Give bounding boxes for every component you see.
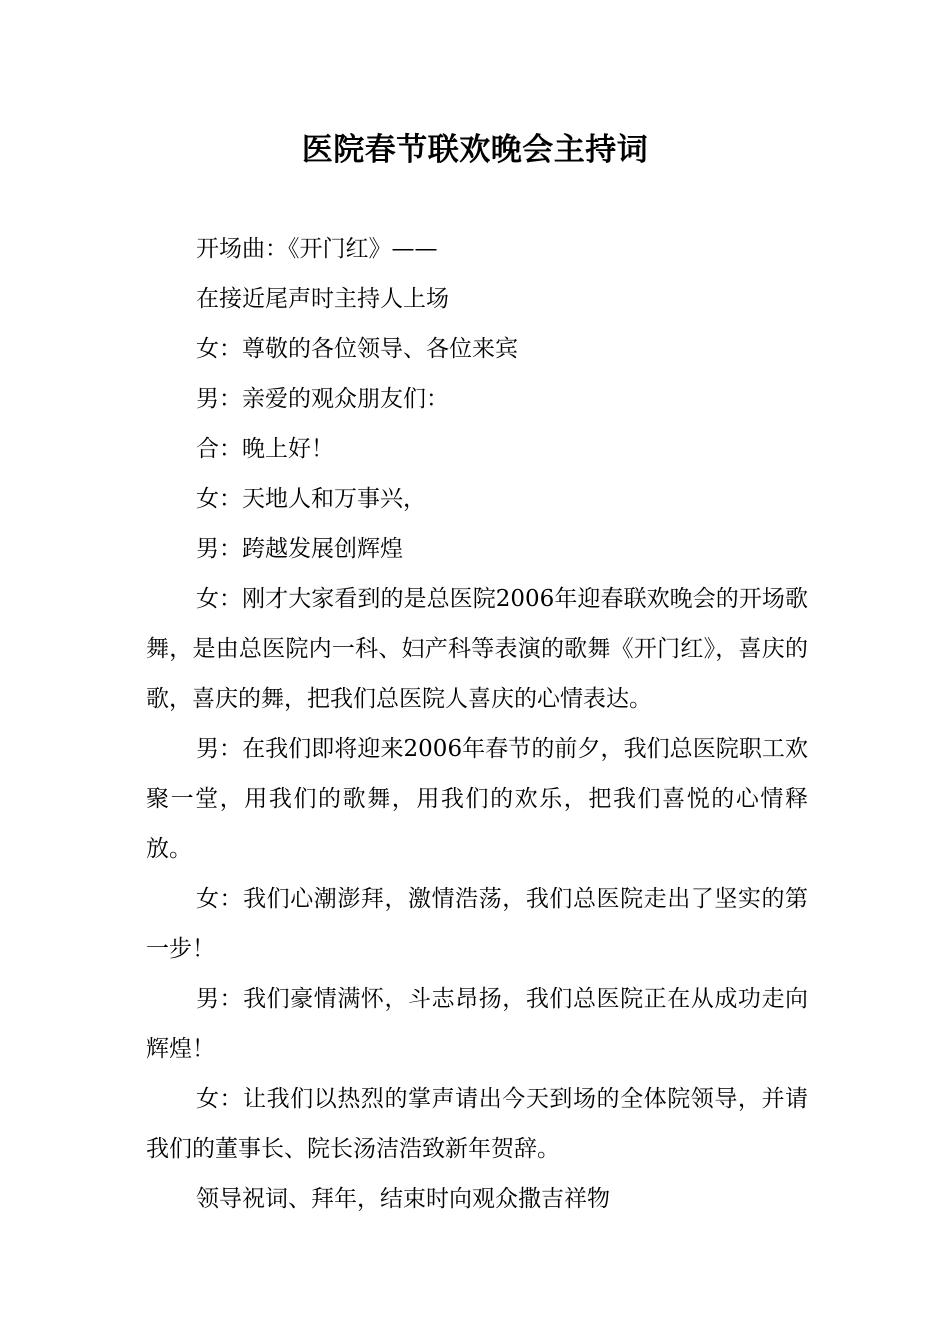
paragraph-together-greeting: 合：晚上好！ xyxy=(196,436,334,462)
paragraph-female-line-2: 女：刚才大家看到的是总医院2006年迎春联欢晚会的开场歌舞，是由总医院内一科、妇产科等表演的歌舞《开门红》，喜庆的歌，喜庆的舞，把我们总医院人喜庆的心情表达。 xyxy=(146,586,808,712)
document-body xyxy=(146,224,808,1224)
document-title: 医院春节联欢晚会主持词 xyxy=(301,132,649,168)
paragraph-male-line-2: 男：在我们即将迎来2006年春节的前夕，我们总医院职工欢聚一堂，用我们的歌舞，用我们的欢乐，把我们喜悦的心情释放。 xyxy=(146,736,808,862)
paragraph-female-greeting: 女：尊敬的各位领导、各位来宾 xyxy=(196,336,518,362)
paragraph-male-greeting: 男：亲爱的观众朋友们： xyxy=(196,386,449,412)
paragraph-host-entrance: 在接近尾声时主持人上场 xyxy=(196,286,449,312)
paragraph-female-line-3: 女：我们心潮澎拜，激情浩荡，我们总医院走出了坚实的第一步！ xyxy=(146,886,808,962)
paragraph-male-line-1: 男：跨越发展创辉煌 xyxy=(196,536,403,562)
paragraph-leader-speech: 领导祝词、拜年，结束时向观众撒吉祥物 xyxy=(196,1186,610,1212)
paragraph-female-line-1: 女：天地人和万事兴， xyxy=(196,486,426,512)
paragraph-opening-song: 开场曲：《开门红》—— xyxy=(196,236,438,262)
paragraph-female-line-4: 女：让我们以热烈的掌声请出今天到场的全体院领导，并请我们的董事长、院长汤洁浩致新年贺辞。 xyxy=(146,1086,808,1162)
paragraph-male-line-3: 男：我们豪情满怀，斗志昂扬，我们总医院正在从成功走向辉煌！ xyxy=(146,986,808,1062)
